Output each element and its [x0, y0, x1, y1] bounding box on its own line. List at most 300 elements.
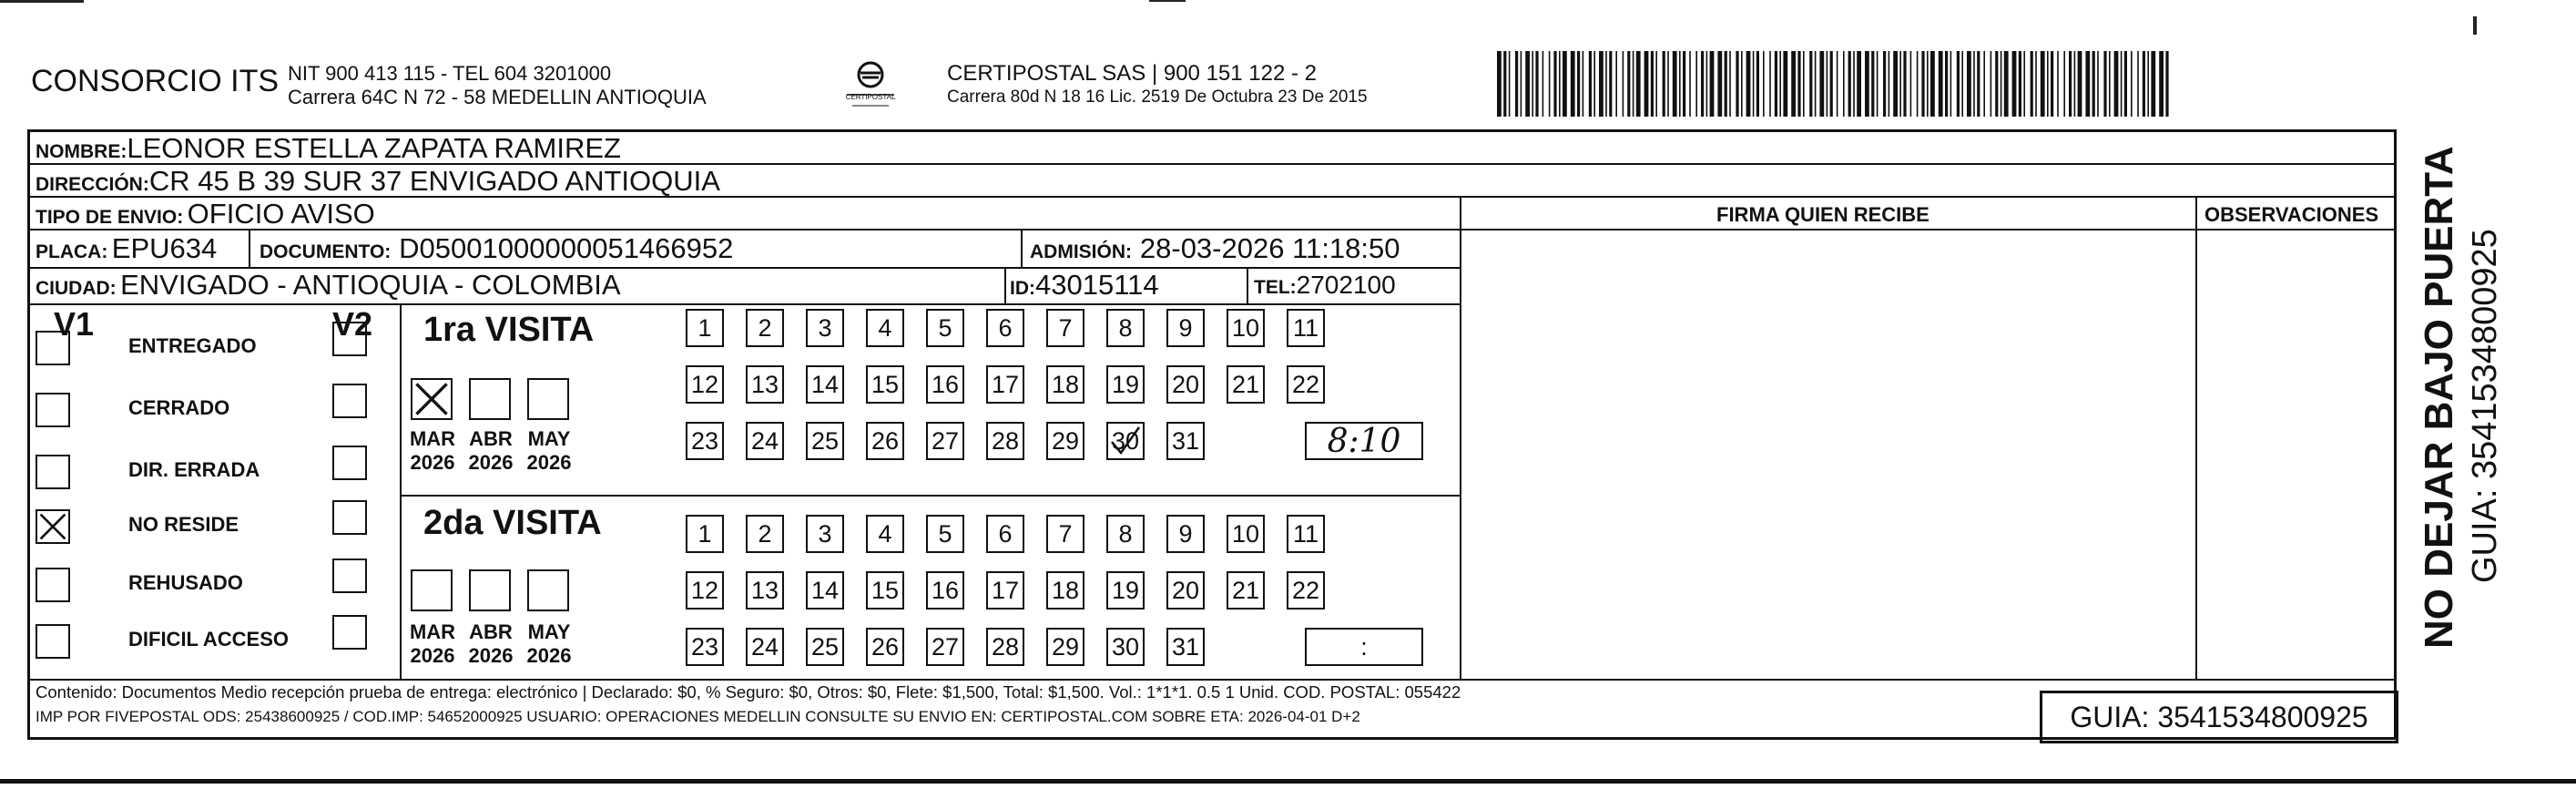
barcode-bar	[1857, 51, 1861, 117]
month-year: 2026	[526, 451, 572, 474]
bottom-rule	[0, 779, 2576, 784]
day-number: 5	[938, 519, 952, 548]
barcode-bar	[2085, 51, 2090, 117]
barcode-bar	[1763, 51, 1765, 117]
barcode-bar	[1615, 51, 1617, 117]
barcode-bar	[1769, 51, 1771, 117]
barcode-bar	[1899, 51, 1901, 117]
second-visit-month-checkbox-mar[interactable]	[411, 569, 453, 611]
v1-checkbox-dificil-acceso[interactable]	[36, 624, 70, 659]
barcode-bar	[1599, 51, 1604, 117]
month-name: MAR	[409, 427, 456, 450]
barcode-bar	[1917, 51, 1919, 117]
barcode-bar	[1830, 51, 1833, 117]
first-visit-time-box[interactable]	[1305, 422, 1423, 460]
month-name: MAR	[409, 620, 456, 643]
first-visit-day-13[interactable]	[746, 365, 784, 404]
day-number: 1	[697, 519, 712, 548]
first-visit-day-27[interactable]	[926, 422, 964, 460]
barcode-bar	[1746, 51, 1751, 117]
day-number: 21	[1231, 576, 1260, 604]
nombre-field	[36, 132, 621, 165]
day-number: 6	[998, 519, 1013, 548]
month-name: MAY	[527, 620, 571, 643]
admision-field	[1030, 232, 1400, 265]
day-number: 20	[1171, 576, 1200, 604]
placa-field	[36, 232, 217, 265]
barcode-bar	[1973, 51, 1975, 117]
day-number: 19	[1111, 370, 1140, 398]
day-number: 31	[1171, 632, 1200, 661]
second-visit-day-12[interactable]	[686, 571, 724, 610]
barcode-bar	[1819, 51, 1824, 117]
first-visit-day-10[interactable]	[1227, 309, 1265, 347]
second-visit-day-10[interactable]	[1227, 515, 1265, 553]
second-visit-day-26[interactable]	[866, 628, 904, 666]
second-visit-day-6[interactable]	[986, 515, 1024, 553]
barcode-bar	[1673, 51, 1677, 117]
status-label-cerrado: CERRADO	[128, 396, 230, 419]
status-label-dificil-acceso: DIFICIL ACCESO	[128, 628, 290, 651]
barcode-bar	[1741, 51, 1743, 117]
barcode-bar	[1644, 51, 1649, 117]
barcode-bar	[1497, 51, 1502, 117]
barcode-bar	[1623, 51, 1624, 117]
first-visit-day-17[interactable]	[986, 365, 1024, 404]
first-visit-day-23[interactable]	[686, 422, 724, 460]
second-visit-month-checkbox-may[interactable]	[527, 569, 569, 611]
day-number: 14	[810, 370, 840, 398]
second-visit-month-label-mar	[405, 620, 460, 668]
first-visit-time-value: 8:10	[1327, 422, 1401, 460]
barcode-bar	[1636, 51, 1641, 117]
v2-checkbox-dificil-acceso[interactable]	[332, 615, 367, 650]
barcode-bar	[1736, 51, 1738, 117]
barcode-bar	[2035, 51, 2037, 117]
day-number: 11	[1292, 519, 1319, 548]
second-visit-day-2[interactable]	[746, 515, 784, 553]
barcode-bar	[2063, 51, 2065, 117]
second-visit-day-20[interactable]	[1166, 571, 1205, 610]
day-number: 3	[818, 313, 832, 342]
second-visit-day-24[interactable]	[746, 628, 784, 666]
second-visit-day-30[interactable]	[1106, 628, 1145, 666]
status-label-entregado: ENTREGADO	[128, 334, 257, 357]
barcode-bar	[1503, 51, 1506, 117]
day-number: 10	[1231, 519, 1260, 548]
day-number: 22	[1291, 370, 1320, 398]
barcode-bar	[2074, 51, 2076, 117]
barcode-bar	[2092, 51, 2095, 117]
second-visit-day-19[interactable]	[1106, 571, 1145, 610]
first-visit-day-3[interactable]	[806, 309, 844, 347]
second-visit-day-29[interactable]	[1046, 628, 1084, 666]
first-visit-day-12[interactable]	[686, 365, 724, 404]
first-visit-day-31[interactable]	[1166, 422, 1205, 460]
barcode-bar	[1577, 51, 1580, 117]
second-visit-day-7[interactable]	[1046, 515, 1084, 553]
first-visit-day-14[interactable]	[806, 365, 844, 404]
barcode-bar	[1655, 51, 1657, 117]
second-visit-day-15[interactable]	[866, 571, 904, 610]
month-name: ABR	[469, 427, 513, 450]
day-number: 9	[1178, 313, 1193, 342]
first-visit-day-24[interactable]	[746, 422, 784, 460]
barcode-bar	[1791, 51, 1796, 117]
day-number: 25	[810, 426, 840, 455]
admision-value: 28-03-2026 11:18:50	[1139, 232, 1400, 264]
first-visit-day-5[interactable]	[926, 309, 964, 347]
first-visit-day-16[interactable]	[926, 365, 964, 404]
barcode-bar	[1950, 51, 1952, 117]
day-number: 19	[1111, 576, 1140, 604]
first-visit-day-4[interactable]	[866, 309, 904, 347]
barcode-bar	[1549, 51, 1551, 117]
barcode-bar	[1593, 51, 1595, 117]
second-visit-day-27[interactable]	[926, 628, 964, 666]
day-check-mark	[1106, 422, 1145, 460]
barcode-bar	[1521, 51, 1522, 117]
direccion-label: DIRECCIÓN:	[36, 174, 149, 195]
day-number: 27	[931, 426, 960, 455]
barcode-bar	[1695, 51, 1697, 117]
first-visit-day-25[interactable]	[806, 422, 844, 460]
barcode-bar	[2159, 51, 2164, 117]
second-visit-title: 2da VISITA	[423, 504, 602, 542]
day-number: 12	[690, 576, 719, 604]
barcode-bar	[1815, 51, 1817, 117]
day-number: 18	[1051, 576, 1080, 604]
second-visit-day-13[interactable]	[746, 571, 784, 610]
first-visit-month-checkbox-abr[interactable]	[469, 378, 511, 420]
second-visit-day-22[interactable]	[1287, 571, 1325, 610]
barcode-bar	[1809, 51, 1812, 117]
second-visit-day-9[interactable]	[1166, 515, 1205, 553]
barcode-bar	[2124, 51, 2127, 117]
day-number: 9	[1178, 519, 1193, 548]
day-number: 6	[998, 313, 1013, 342]
id-field	[1010, 269, 1159, 302]
barcode-bar	[1532, 51, 1533, 117]
barcode-bar	[2131, 51, 2133, 117]
tipo-envio-field	[36, 198, 375, 231]
v1-checkbox-cerrado[interactable]	[36, 393, 70, 427]
status-label-dir-errada: DIR. ERRADA	[128, 458, 260, 481]
day-number: 13	[750, 370, 779, 398]
nombre-value: LEONOR ESTELLA ZAPATA RAMIREZ	[127, 132, 621, 164]
second-visit-day-31[interactable]	[1166, 628, 1205, 666]
v2-checkbox-dir-errada[interactable]	[332, 446, 367, 480]
barcode-bar	[1710, 51, 1715, 117]
v1-label: V1	[54, 305, 95, 343]
barcode-bar	[1930, 51, 1935, 117]
day-number: 8	[1118, 313, 1133, 342]
day-number: 13	[750, 576, 779, 604]
first-visit-day-11[interactable]	[1287, 309, 1325, 347]
barcode-bar	[1609, 51, 1612, 117]
first-visit-day-18[interactable]	[1046, 365, 1084, 404]
footer-impresion: IMP POR FIVEPOSTAL ODS: 25438600925 / COD.IMP: 54652000925 USUARIO: OPERACIONES MEDELLIN CONSULTE SU ENVIO EN: CERTIPOSTAL.COM SOBRE ETA: 2026-04-01 D+2	[36, 708, 1360, 725]
status-label-rehusado: REHUSADO	[128, 571, 243, 594]
barcode-bar	[1775, 51, 1777, 117]
barcode-bar	[1729, 51, 1731, 117]
barcode-bar	[1865, 51, 1869, 117]
documento-label: DOCUMENTO:	[260, 241, 392, 262]
barcode-bar	[1667, 51, 1669, 117]
status-label-no-reside: NO RESIDE	[128, 513, 239, 536]
day-number: 14	[810, 576, 840, 604]
first-visit-day-28[interactable]	[986, 422, 1024, 460]
delivery-form	[27, 129, 2397, 740]
company-name: CONSORCIO ITS	[31, 64, 280, 98]
barcode-bar	[2121, 51, 2123, 117]
v1-checkbox-entregado[interactable]	[36, 331, 70, 365]
barcode-bar	[1683, 51, 1685, 117]
first-visit-day-21[interactable]	[1227, 365, 1265, 404]
v2-checkbox-cerrado[interactable]	[332, 384, 367, 418]
second-visit-day-18[interactable]	[1046, 571, 1084, 610]
month-year: 2026	[468, 451, 514, 474]
day-number: 25	[810, 632, 840, 661]
logo-text: CERTIPOSTAL	[845, 93, 896, 101]
second-visit-day-1[interactable]	[686, 515, 724, 553]
certipostal-license: Carrera 80d N 18 16 Lic. 2519 De Octubra 23 De 2015	[947, 87, 1368, 107]
day-number: 12	[690, 370, 719, 398]
barcode-bar	[1563, 51, 1567, 117]
admision-label: ADMISIÓN:	[1030, 241, 1132, 262]
first-visit-month-label-abr	[463, 427, 518, 475]
second-visit-day-28[interactable]	[986, 628, 1024, 666]
placa-value: EPU634	[111, 232, 218, 264]
company-contact	[288, 62, 707, 109]
id-value: 43015114	[1035, 269, 1159, 301]
barcode-bar	[1848, 51, 1851, 117]
day-number: 16	[931, 576, 960, 604]
barcode-bar	[2019, 51, 2021, 117]
tel-value: 2702100	[1296, 271, 1396, 299]
barcode-bar	[1921, 51, 1924, 117]
day-number: 2	[758, 519, 772, 548]
day-number: 8	[1118, 519, 1133, 548]
day-number: 10	[1231, 313, 1260, 342]
barcode-bar	[1559, 51, 1561, 117]
barcode-bar	[1701, 51, 1704, 117]
first-visit-day-6[interactable]	[986, 309, 1024, 347]
barcode-bar	[1583, 51, 1584, 117]
no-dejar-bajo-puerta: NO DEJAR BAJO PUERTA	[2417, 146, 2461, 649]
barcode-bar	[1651, 51, 1654, 117]
barcode-bar	[2078, 51, 2082, 117]
barcode-bar	[1605, 51, 1607, 117]
ciudad-value: ENVIGADO - ANTIOQUIA - COLOMBIA	[120, 269, 621, 301]
barcode-bar	[1535, 51, 1538, 117]
first-visit-day-9[interactable]	[1166, 309, 1205, 347]
barcode-bar	[1633, 51, 1634, 117]
documento-value: D05001000000051466952	[399, 232, 734, 264]
barcode-bar	[1957, 51, 1960, 117]
barcode-bar	[2137, 51, 2139, 117]
second-visit-day-21[interactable]	[1227, 571, 1265, 610]
first-visit-day-7[interactable]	[1046, 309, 1084, 347]
barcode-bar	[1977, 51, 1980, 117]
second-visit-day-14[interactable]	[806, 571, 844, 610]
barcode-bar	[1571, 51, 1575, 117]
tipo-envio-label: TIPO DE ENVIO:	[36, 207, 184, 228]
first-visit-day-19[interactable]	[1106, 365, 1145, 404]
certipostal-nit: CERTIPOSTAL SAS | 900 151 122 - 2	[947, 61, 1317, 86]
barcode-bar	[1961, 51, 1963, 117]
barcode-bar	[1889, 51, 1890, 117]
barcode-bar	[1945, 51, 1948, 117]
id-label: ID:	[1010, 278, 1035, 299]
second-visit-day-5[interactable]	[926, 515, 964, 553]
day-number: 24	[750, 426, 779, 455]
second-visit-month-checkbox-abr[interactable]	[469, 569, 511, 611]
second-visit-day-25[interactable]	[806, 628, 844, 666]
second-visit-time-box[interactable]	[1305, 628, 1423, 666]
first-visit-day-15[interactable]	[866, 365, 904, 404]
v2-label: V2	[332, 305, 373, 343]
barcode-bar	[1779, 51, 1781, 117]
day-number: 28	[991, 632, 1020, 661]
second-visit-day-17[interactable]	[986, 571, 1024, 610]
barcode-bar	[1837, 51, 1838, 117]
month-year: 2026	[526, 644, 572, 667]
second-visit-day-11[interactable]	[1287, 515, 1325, 553]
second-visit-time-value: :	[1360, 632, 1368, 661]
barcode-bar	[1679, 51, 1681, 117]
first-visit-day-1[interactable]	[686, 309, 724, 347]
v1-checkbox-rehusado[interactable]	[36, 568, 70, 602]
certipostal-info	[947, 62, 1368, 109]
documento-field	[260, 232, 733, 265]
day-number: 21	[1231, 370, 1260, 398]
day-number: 15	[871, 576, 900, 604]
v2-checkbox-entregado[interactable]	[332, 322, 367, 356]
day-number: 4	[878, 519, 892, 548]
barcode-bar	[2151, 51, 2155, 117]
barcode-bar	[1995, 51, 1998, 117]
barcode-bar	[1903, 51, 1906, 117]
barcode-bar	[2114, 51, 2119, 117]
first-visit-day-26[interactable]	[866, 422, 904, 460]
second-visit-day-16[interactable]	[926, 571, 964, 610]
barcode-bar	[1543, 51, 1544, 117]
first-visit-title: 1ra VISITA	[423, 311, 595, 349]
day-number: 17	[991, 576, 1020, 604]
day-number: 15	[871, 370, 900, 398]
barcode-bar	[1991, 51, 1992, 117]
second-visit-day-23[interactable]	[686, 628, 724, 666]
v1-checkbox-dir-errada[interactable]	[36, 455, 70, 489]
first-visit-day-30[interactable]	[1106, 422, 1145, 460]
barcode-bar	[1871, 51, 1874, 117]
observaciones-header: OBSERVACIONES	[2204, 203, 2379, 226]
barcode-bar	[1509, 51, 1511, 117]
barcode-bar	[1525, 51, 1530, 117]
barcode-bar	[2004, 51, 2009, 117]
day-number: 26	[871, 426, 900, 455]
certipostal-logo	[836, 58, 905, 109]
barcode-bar	[1803, 51, 1805, 117]
month-year: 2026	[410, 451, 455, 474]
company-address: Carrera 64C N 72 - 58 MEDELLIN ANTIOQUIA	[288, 86, 707, 108]
day-number: 27	[931, 632, 960, 661]
day-number: 23	[690, 632, 719, 661]
barcode-bar	[1883, 51, 1886, 117]
second-visit-day-3[interactable]	[806, 515, 844, 553]
barcode-bar	[2041, 51, 2045, 117]
barcode-bar	[2143, 51, 2145, 117]
first-visit-day-20[interactable]	[1166, 365, 1205, 404]
barcode-bar	[1515, 51, 1518, 117]
first-visit-month-checkbox-mar[interactable]	[411, 378, 453, 420]
day-number: 7	[1058, 519, 1073, 548]
day-number: 28	[991, 426, 1020, 455]
v2-checkbox-rehusado[interactable]	[332, 558, 367, 593]
first-visit-day-8[interactable]	[1106, 309, 1145, 347]
day-number: 26	[871, 632, 900, 661]
tipo-envio-value: OFICIO AVISO	[187, 198, 375, 230]
v1-checkbox-no-reside[interactable]	[36, 509, 70, 544]
barcode-bar	[2147, 51, 2149, 117]
barcode-bar	[1853, 51, 1855, 117]
first-visit-day-29[interactable]	[1046, 422, 1084, 460]
day-number: 4	[878, 313, 892, 342]
barcode-bar	[1843, 51, 1845, 117]
guia-number-box: GUIA: 3541534800925	[2040, 691, 2398, 743]
barcode-bar	[1939, 51, 1943, 117]
tel-label: TEL:	[1254, 277, 1297, 298]
second-visit-day-8[interactable]	[1106, 515, 1145, 553]
nombre-label: NOMBRE:	[36, 141, 127, 162]
barcode-bar	[2001, 51, 2002, 117]
first-visit-day-22[interactable]	[1287, 365, 1325, 404]
day-number: 11	[1292, 313, 1319, 342]
day-number: 30	[1111, 426, 1140, 455]
barcode-bar	[2047, 51, 2049, 117]
day-number: 18	[1051, 370, 1080, 398]
ciudad-label: CIUDAD:	[36, 278, 117, 299]
day-number: 31	[1171, 426, 1200, 455]
first-visit-day-2[interactable]	[746, 309, 784, 347]
direccion-field	[36, 165, 720, 198]
day-number: 23	[690, 426, 719, 455]
first-visit-month-label-mar	[405, 427, 460, 475]
tel-field	[1254, 271, 1396, 300]
direccion-value: CR 45 B 39 SUR 37 ENVIGADO ANTIOQUIA	[148, 165, 720, 197]
day-number: 2	[758, 313, 772, 342]
day-number: 22	[1291, 576, 1320, 604]
day-number: 5	[938, 313, 952, 342]
side-guia-number: GUIA: 3541534800925	[2466, 229, 2504, 583]
second-visit-day-4[interactable]	[866, 515, 904, 553]
first-visit-month-label-may	[522, 427, 576, 475]
v2-checkbox-no-reside[interactable]	[332, 500, 367, 535]
barcode-bar	[1877, 51, 1879, 117]
barcode-bar	[1725, 51, 1727, 117]
month-name: MAY	[527, 427, 571, 450]
first-visit-month-checkbox-may[interactable]	[527, 378, 569, 420]
barcode-bar	[1753, 51, 1755, 117]
day-number: 7	[1058, 313, 1073, 342]
month-name: ABR	[469, 620, 513, 643]
barcode-bar	[1717, 51, 1722, 117]
barcode-bar	[1927, 51, 1929, 117]
barcode-bar	[2097, 51, 2099, 117]
barcode-bar	[2023, 51, 2025, 117]
barcode-bar	[1706, 51, 1708, 117]
